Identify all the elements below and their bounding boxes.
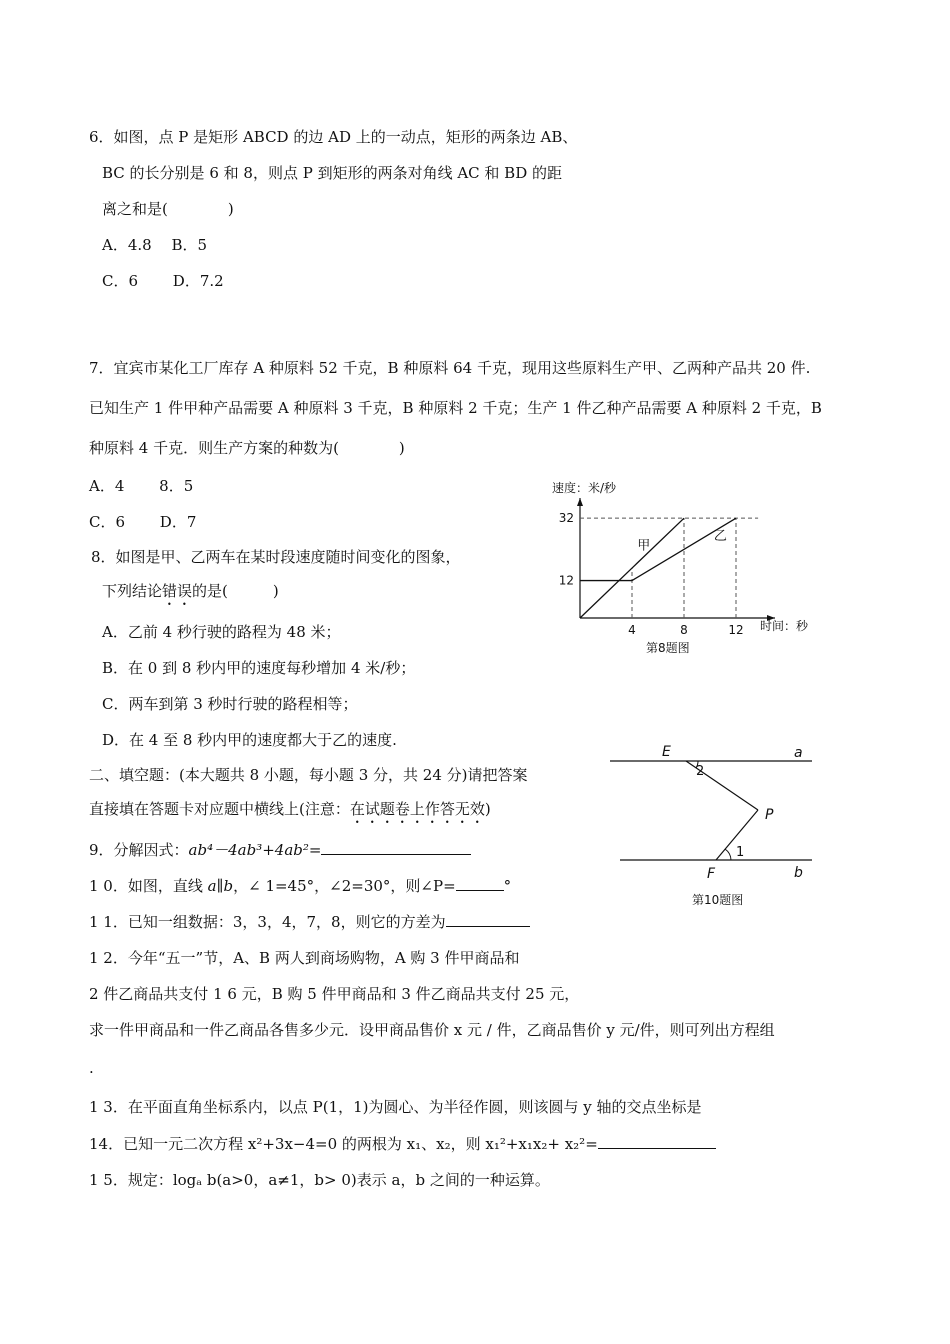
chart-title: 第8题图 (646, 641, 690, 655)
section2-line2-post: ) (484, 800, 491, 818)
q6-options-ab: A．4.8 B．5 (102, 236, 208, 254)
label-E: E (662, 744, 671, 760)
chart-ylabel: 速度：米/秒 (552, 481, 617, 495)
q8-option-b: B．在 0 到 8 秒内甲的速度每秒增加 4 米/秒； (102, 659, 416, 677)
label-F: F (707, 866, 716, 882)
q10-middle: ，∠ 1=45°，∠2=30°，则∠P= (233, 877, 456, 895)
angle-1-arc (725, 849, 731, 860)
q6-options-cd: C．6 D．7.2 (102, 272, 224, 290)
q6-line2: BC 的长分别是 6 和 8，则点 P 到矩形的两条对角线 AC 和 BD 的距 (102, 164, 562, 182)
q12-line1: 1 2．今年“五一”节，A、B 两人到商场购物，A 购 3 件甲商品和 (89, 949, 520, 967)
q8-option-a: A．乙前 4 秒行驶的路程为 48 米； (102, 623, 341, 641)
label-P: P (765, 807, 774, 823)
q12-line4: . (89, 1059, 94, 1077)
fig10-parallel-lines-diagram (600, 738, 830, 914)
section2-emphasis: 在试题卷上作答无效 (349, 800, 485, 818)
label-b: b (794, 865, 803, 881)
q9-prefix: 9．分解因式： (89, 841, 189, 859)
x-tick-label: 8 (680, 623, 688, 637)
angle-1-label: 1 (736, 845, 745, 860)
y-tick-label: 32 (558, 511, 574, 526)
q8-line2-pre: 下列结论 (102, 582, 163, 600)
section2-line2-pre: 直接填在答题卡对应题中横线上(注意： (89, 800, 350, 818)
q9-expression: ab⁴－4ab³+4ab²= (188, 841, 322, 859)
q8-line2 (102, 581, 279, 609)
x-tick-label: 12 (728, 623, 744, 637)
q7-line2: 已知生产 1 件甲种产品需要 A 种原料 3 千克，B 种原料 2 千克；生产 1 件乙种产品需要 A 种原料 2 千克，B (89, 399, 822, 417)
series-label-yi: 乙 (713, 529, 727, 544)
q7-line1: 7．宜宾市某化工厂库存 A 种原料 52 千克，B 种原料 64 千克，现用这些原料生产甲、乙两种产品共 20 件. (89, 359, 811, 377)
q10-answer-blank (456, 876, 504, 891)
q7-line3: 种原料 4 千克．则生产方案的种数为( ) (89, 439, 405, 457)
label-a: a (794, 745, 803, 761)
q11-answer-blank (446, 912, 530, 927)
q12-line2: 2 件乙商品共支付 1 6 元，B 购 5 件甲商品和 3 件乙商品共支付 25 元， (89, 985, 580, 1003)
q12-line3: 求一件甲商品和一件乙商品各售多少元．设甲商品售价 x 元 / 件，乙商品售价 y 元/件，则可列出方程组 (89, 1021, 775, 1039)
q6-line3: 离之和是( ) (102, 200, 234, 218)
fig10-caption: 第10题图 (692, 893, 744, 907)
q15: 1 5．规定：logₐ b(a>0，a≠1，b> 0)表示 a，b 之间的一种运算。 (89, 1171, 550, 1189)
q6-line1: 6．如图，点 P 是矩形 ABCD 的边 AD 上的一动点，矩形的两条边 AB、 (89, 128, 578, 146)
q11-text: 1 1．已知一组数据：3，3，4，7，8，则它的方差为 (89, 913, 446, 931)
y-axis-arrow (577, 498, 583, 506)
fig8-speed-time-chart (540, 470, 820, 660)
q14-text: 14．已知一元二次方程 x²+3x−4=0 的两根为 x₁、x₂，则 x₁²+x₁x₂+ x₂²= (89, 1135, 598, 1153)
chart-xlabel: 时间：秒 (760, 619, 809, 633)
q11 (89, 912, 530, 932)
series-label-jia: 甲 (637, 538, 651, 554)
section2-line1: 二、填空题：(本大题共 8 小题，每小题 3 分，共 24 分)请把答案 (89, 766, 528, 784)
q7-options-cd: C．6 D．7 (89, 513, 197, 531)
q9 (89, 840, 471, 860)
q10-degree: ° (503, 877, 512, 895)
q8-option-c: C．两车到第 3 秒时行驶的路程相等； (102, 695, 358, 713)
q8-option-d: D．在 4 至 8 秒内甲的速度都大于乙的速度. (102, 731, 397, 749)
angle-2-label: 2 (696, 764, 705, 779)
q9-answer-blank (321, 840, 471, 855)
q10 (89, 876, 511, 896)
q10-relation: a∥b (207, 877, 234, 895)
q8-emphasis: 错误 (162, 582, 193, 600)
q13: 1 3．在平面直角坐标系内，以点 P(1，1)为圆心、为半径作圆，则该圆与 y 轴的交点坐标是 (89, 1098, 702, 1116)
x-tick-label: 4 (628, 623, 636, 637)
q7-options-ab: A．4 8．5 (89, 477, 194, 495)
q8-line2-post: 的是( ) (192, 582, 279, 600)
section2-line2 (89, 799, 491, 827)
q14 (89, 1134, 716, 1154)
q10-prefix: 1 0．如图，直线 (89, 877, 208, 895)
q8-line1: 8．如图是甲、乙两车在某时段速度随时间变化的图象， (91, 548, 461, 566)
q14-answer-blank (598, 1134, 716, 1149)
series-line-yi (580, 518, 736, 580)
y-tick-label: 12 (558, 573, 574, 588)
